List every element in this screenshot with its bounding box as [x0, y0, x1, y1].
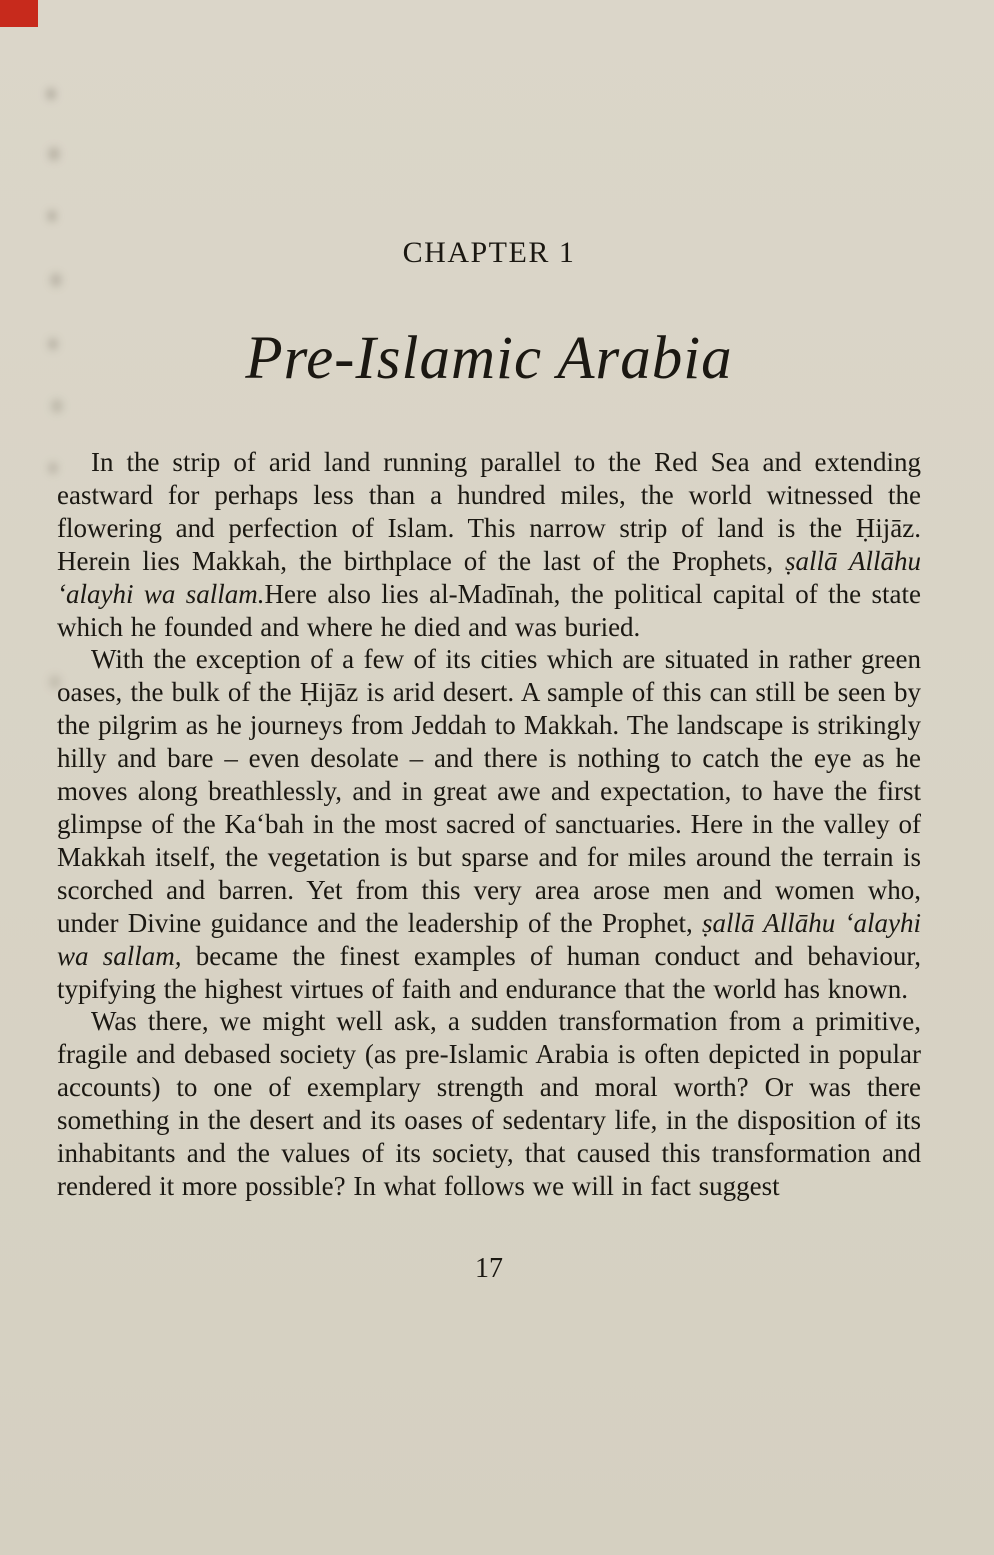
honorific-italic: ṣallā Allāhu ‘alayhi wa sallam, [57, 907, 921, 971]
paragraph-1 [57, 446, 921, 643]
paragraph-3 [57, 1005, 921, 1202]
text-segment: became the finest examples of human conduct and behaviour, typifying the highest virtues of faith and endurance that the world has known. [57, 940, 921, 1004]
page-content [57, 236, 921, 1285]
text-segment: Here also lies al-Madīnah, the political capital of the state which he founded and where he died and was buried. [57, 578, 921, 642]
scan-artifacts [46, 88, 56, 100]
honorific-italic: ṣallā Allāhu ‘alayhi wa sallam. [57, 545, 921, 609]
chapter-heading: CHAPTER 1 [402, 236, 576, 269]
page-title: Pre-Islamic Arabia [245, 325, 733, 392]
text-segment: Was there, we might well ask, a sudden transformation from a primitive, fragile and debased society (as pre-Islamic Arabia is often depicted in popular accounts) to one of exemplary strength and moral worth? Or was there something in the desert and its oases of sedentary life, in the disposition of its inhabitants and the values of its society, that caused this transformation and rendered it more possible? In what follows we will in fact suggest [57, 1006, 921, 1201]
page-number: 17 [475, 1252, 503, 1284]
red-cover-edge [0, 0, 38, 27]
text-segment: With the exception of a few of its cities which are situated in rather green oases, the bulk of the Ḥijāz is arid desert. A sample of this can still be seen by the pilgrim as he journeys from Jeddah to Makkah. The landscape is strikingly hilly and bare – even desolate – and there is nothing to catch the eye as he moves along breathlessly, and in great awe and expectation, to have the first glimpse of the Ka‘bah in the most sacred of sanctuaries. Here in the valley of Makkah itself, the vegetation is but sparse and for miles around the terrain is scorched and barren. Yet from this very area arose men and women who, under Divine guidance and the leadership of the Prophet, [57, 644, 921, 938]
paragraph-2 [57, 643, 921, 1005]
text-segment: In the strip of arid land running parallel to the Red Sea and extending eastward for perhaps less than a hundred miles, the world witnessed the flowering and perfection of Islam. This narrow strip of land is the Ḥijāz. Herein lies Makkah, the birthplace of the last of the Prophets, [57, 447, 921, 576]
